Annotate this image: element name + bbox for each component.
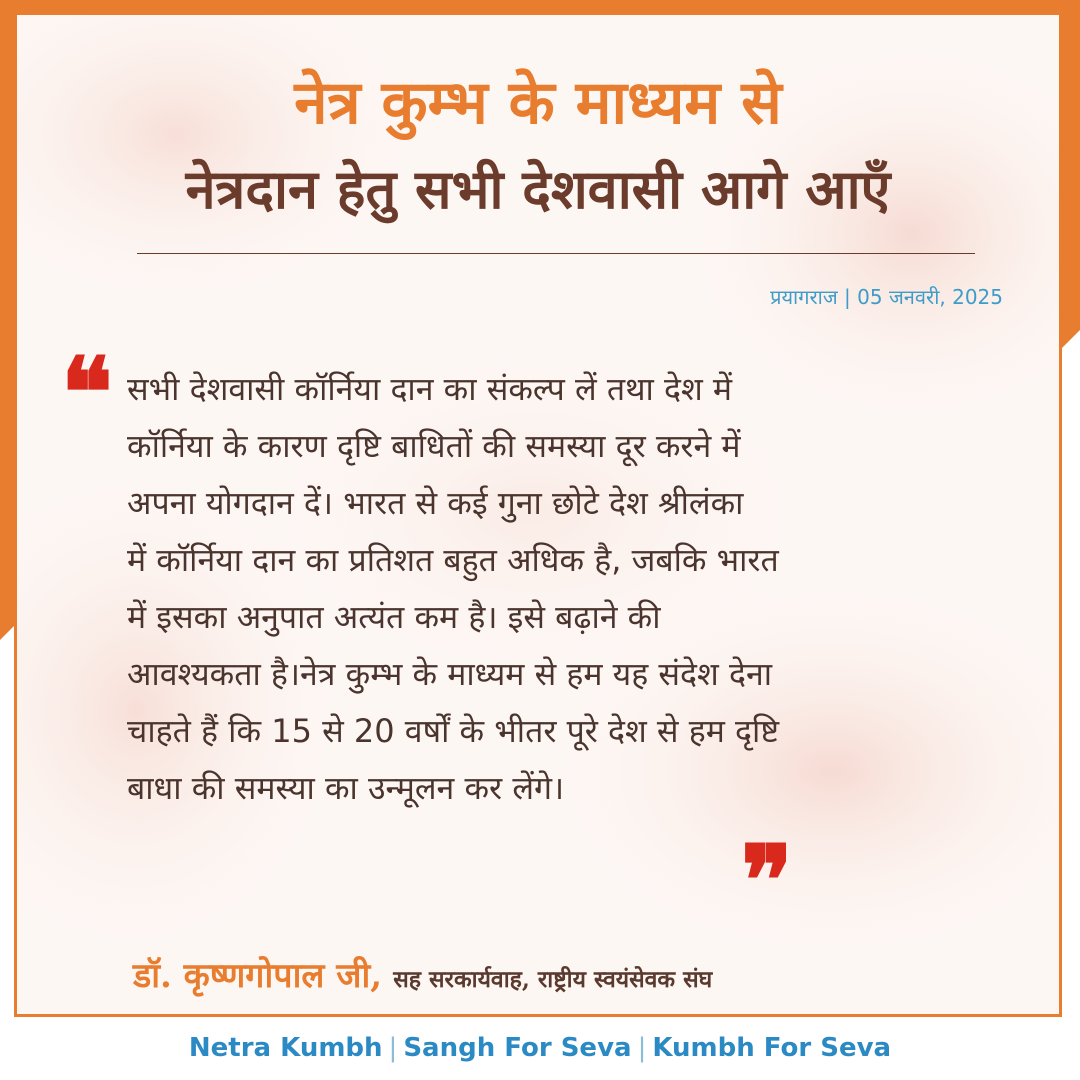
quote-line: कॉर्निया के कारण दृष्टि बाधितों की समस्या दूर करने में	[127, 427, 741, 465]
footer-tag-netra-kumbh: Netra Kumbh	[188, 1033, 383, 1063]
headline-line-1: नेत्र कुम्भ के माध्यम से	[294, 68, 782, 138]
footer-separator: |	[388, 1033, 398, 1063]
footer-separator: |	[637, 1033, 647, 1063]
footer-tag-sangh-for-seva: Sangh For Seva	[403, 1033, 632, 1063]
quote-line: चाहते हैं कि 15 से 20 वर्षों के भीतर पूरे देश से हम दृष्टि	[127, 712, 780, 750]
footer-tags	[0, 1028, 1080, 1068]
close-quote-icon: ❞	[741, 824, 793, 937]
quote-line: में कॉर्निया दान का प्रतिशत बहुत अधिक है, जबकि भारत	[127, 541, 779, 579]
author-title: सह सरकार्यवाह, राष्ट्रीय स्वयंसेवक संघ	[393, 966, 713, 993]
quote-line: में इसका अनुपात अत्यंत कम है। इसे बढ़ाने की	[127, 598, 661, 636]
quote-card	[14, 12, 1062, 1017]
location-date-line: प्रयागराज | 05 जनवरी, 2025	[770, 285, 1003, 309]
author-name: डॉ. कृष्णगोपाल जी,	[133, 956, 383, 996]
quote-line: बाधा की समस्या का उन्मूलन कर लेंगे।	[127, 769, 565, 807]
open-quote-icon: ❝	[61, 336, 113, 449]
headline-line-2: नेत्रदान हेतु सभी देशवासी आगे आएँ	[185, 157, 891, 221]
title-divider	[137, 253, 975, 254]
quote-line: सभी देशवासी कॉर्निया दान का संकल्प लें तथा देश में	[127, 370, 733, 408]
footer-tag-kumbh-for-seva: Kumbh For Seva	[652, 1033, 892, 1063]
quote-line: आवश्यकता है।नेत्र कुम्भ के माध्यम से हम यह संदेश देना	[127, 655, 772, 693]
quote-body	[127, 361, 1039, 817]
quote-line: अपना योगदान दें। भारत से कई गुना छोटे देश श्रीलंका	[127, 484, 744, 522]
attribution	[133, 951, 712, 997]
